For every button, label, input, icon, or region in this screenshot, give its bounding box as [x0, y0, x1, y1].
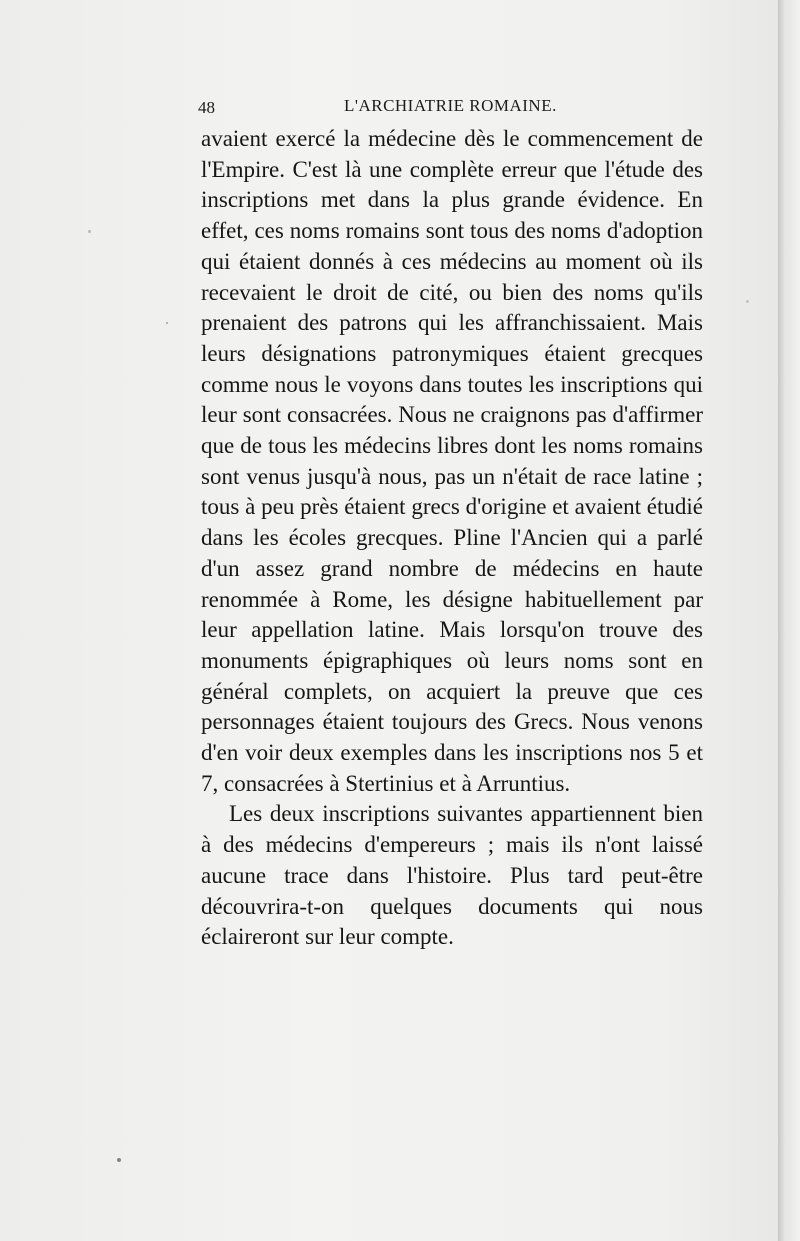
paper-speck [88, 230, 91, 233]
body-text [201, 124, 703, 953]
paper-speck [166, 322, 168, 324]
paper-speck [117, 1158, 121, 1162]
running-title: L'ARCHIATRIE ROMAINE. [344, 96, 557, 115]
paragraph-inscriptions: Les deux inscriptions suivantes appartiennent bien à des médecins d'empereurs ; mais ils n'ont laissé aucune trace dans l'histoire. Plus tard peut-être découvrira-t-on quelques documents qui nous éclaireront sur leur compte. [201, 801, 703, 950]
page-edge [778, 0, 800, 1241]
page-number: 48 [198, 98, 215, 117]
paragraph-continued: avaient exercé la médecine dès le commencement de l'Empire. C'est là une complète erreur que l'étude des inscriptions met dans la plus grande évidence. En effet, ces noms romains sont tous des noms d'adoption qui étaient donnés à ces médecins au moment où ils recevaient le droit de cité, ou bien des noms qu'ils prenaient des patrons qui les affranchissaient. Mais leurs désignations patronymiques étaient grecques comme nous le voyons dans toutes les inscriptions qui leur sont consacrées. Nous ne craignons pas d'affirmer que de tous les médecins libres dont les noms romains sont venus jusqu'à nous, pas un n'était de race latine ; tous à peu près étaient grecs d'origine et avaient étudié dans les écoles grecques. Pline l'Ancien qui a parlé d'un assez grand nombre de médecins en haute renommée à Rome, les désigne habituellement par leur appellation latine. Mais lorsqu'on trouve des monuments épigraphiques où leurs noms sont en général complets, on acquiert la preuve que ces personnages étaient toujours des Grecs. Nous venons d'en voir deux exemples dans les inscriptions nos 5 et 7, consacrées à Stertinius et à Arruntius. [201, 126, 703, 796]
paper-speck [746, 300, 749, 303]
page-header [198, 90, 720, 124]
